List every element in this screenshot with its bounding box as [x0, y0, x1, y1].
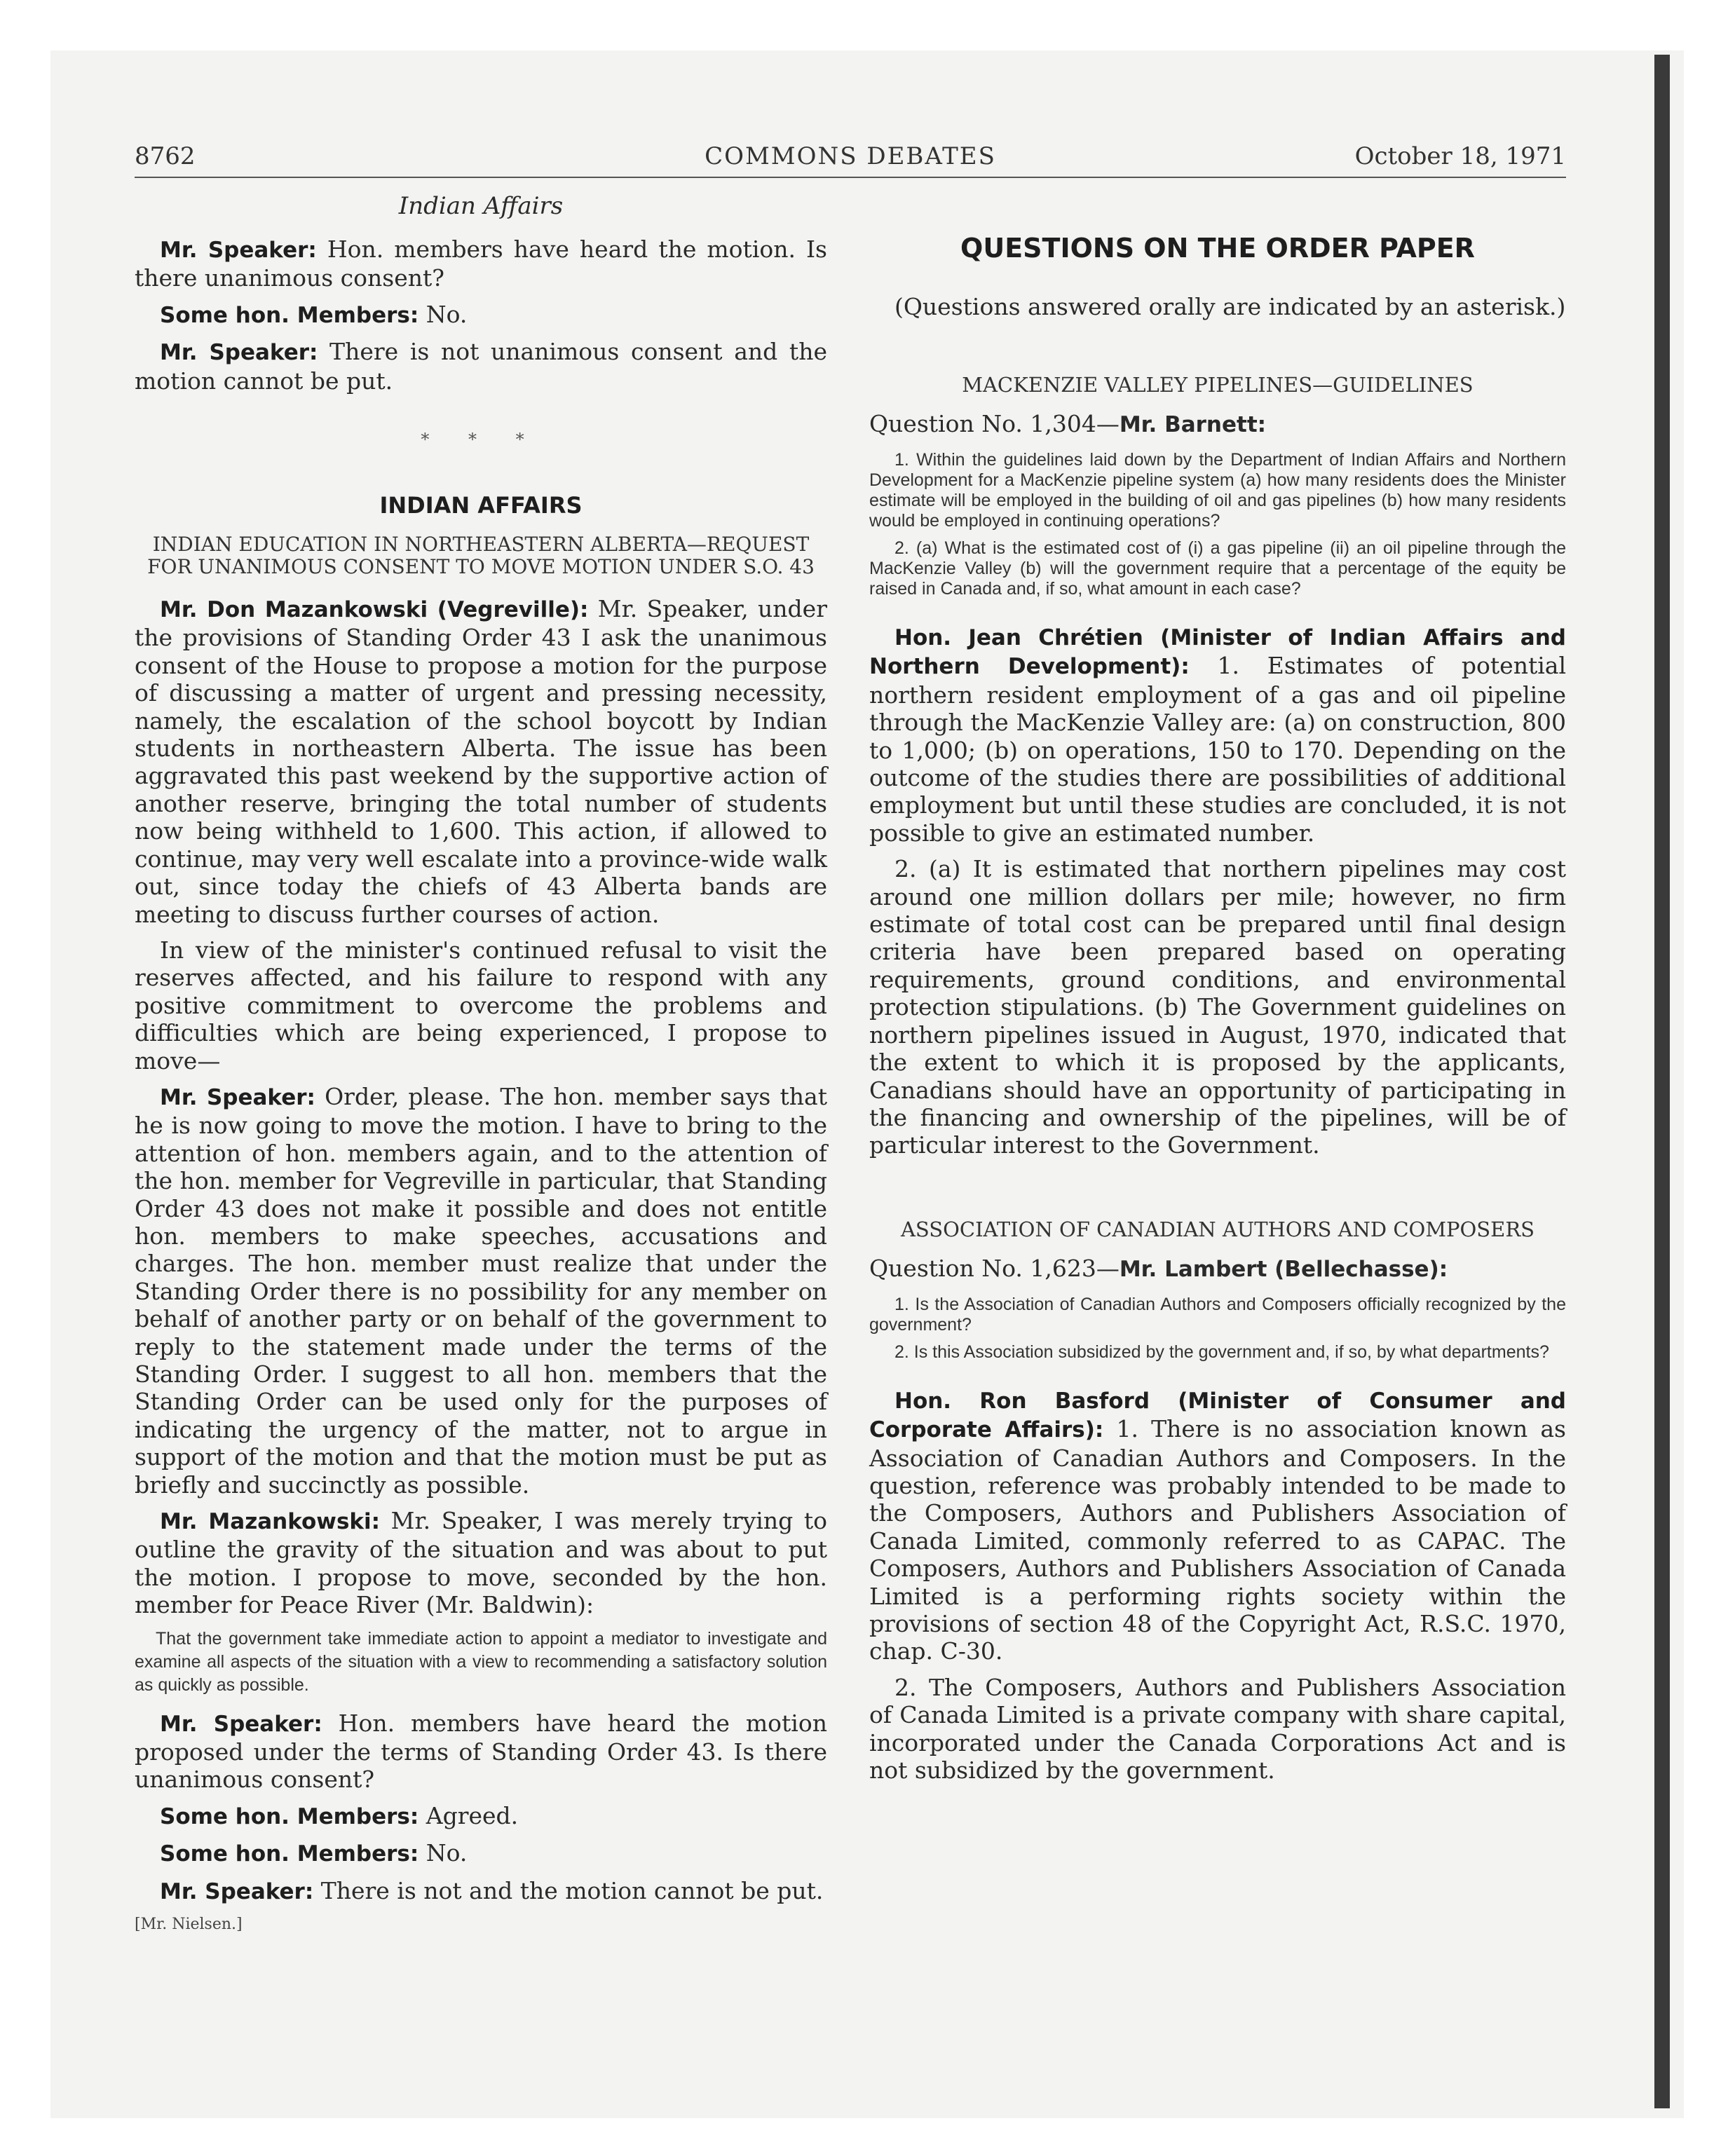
answer-paragraph: 2. (a) It is estimated that northern pipelines may cost around one million dollars per mile; however, no firm estimate of total cost can be prepared until final design criteria have been prepared based on operating requirements, ground conditions, and environmental protection stipulations. (b) The Government guidelines on northern pipelines issued in August, 1970, indicated that the extent to which it is proposed by the applicants, Canadians should have an opportunity of participating in the financing and ownership of the pipelines, will be of particular interest to the Government.: [869, 855, 1566, 1159]
question-no: Question No. 1,623—: [869, 1254, 1120, 1282]
left-column: [135, 188, 827, 1935]
answer-paragraph: [869, 623, 1566, 847]
right-column: [869, 188, 1566, 1792]
paragraph: [135, 1083, 827, 1499]
speech-text: Order, please. The hon. member says that he is now going to move the motion. I have to bring to the attention of hon. members again, and to the attention of the hon. member for Vegreville in particular, that Standing Order 43 does not make it possible and does not entitle hon. members to make speeches, accusations and charges. The hon. member must realize that under the Standing Order there is no possibility for any member on behalf of another party or on behalf of the government to reply to the statement made under the terms of the Standing Order. I suggest to all hon. members that the Standing Order can be used only for the purposes of indicating the urgency of the matter, not to argue in support of the motion and that the motion must be put as briefly and succinctly as possible.: [135, 1082, 827, 1499]
speaker-name: Hon. Jean Chrétien (Minister of Indian Affairs and Northern Development):: [869, 625, 1566, 680]
speaker-name: Mr. Speaker:: [160, 340, 318, 366]
question-number: [869, 410, 1566, 439]
paragraph: [135, 1507, 827, 1619]
scan-edge-bar: [1654, 55, 1670, 2108]
speech-text: Agreed.: [419, 1801, 519, 1829]
page-number: 8762: [135, 142, 196, 170]
section-separator: * * *: [421, 430, 541, 450]
question-item: 1. Is the Association of Canadian Authors and Composers officially recognized by the government?: [869, 1294, 1566, 1335]
speaker-name: Mr. Speaker:: [160, 1711, 322, 1737]
speaker-name: Mr. Speaker:: [160, 1878, 314, 1904]
speech-text: Hon. members have heard the motion proposed under the terms of Standing Order 43. Is there unanimous consent?: [135, 1709, 827, 1794]
speaker-name: Mr. Mazankowski:: [160, 1509, 381, 1535]
speech-text: Hon. members have heard the motion. Is there unanimous consent?: [135, 236, 827, 292]
main-section-title: QUESTIONS ON THE ORDER PAPER: [960, 233, 1475, 264]
speaker-name: Mr. Don Mazankowski (Vegreville):: [160, 597, 589, 623]
question-title: ASSOCIATION OF CANADIAN AUTHORS AND COMPOSERS: [900, 1217, 1535, 1241]
question-number: [869, 1255, 1566, 1283]
publication-title: COMMONS DEBATES: [705, 142, 996, 170]
question-asker: Mr. Lambert (Bellechasse):: [1119, 1256, 1448, 1282]
speech-text: Mr. Speaker, under the provisions of Standing Order 43 I ask the unanimous consent of the House to propose a motion for the purpose of discussing a matter of urgent and pressing necessity, namely, the escalation of the school boycott by Indian students in northeastern Alberta. The issue has been aggravated this past weekend by the supportive action of another reserve, bringing the total number of students now being withheld to 1,600. This action, if allowed to continue, may very well escalate into a province-wide walk out, since today the chiefs of 43 Alberta bands are meeting to discuss further courses of action.: [135, 595, 827, 928]
speech-text: Mr. Speaker, I was merely trying to outline the gravity of the situation and was about to put the motion. I propose to move, seconded by the hon. member for Peace River (Mr. Baldwin):: [135, 1507, 827, 1619]
order-paper-note: (Questions answered orally are indicated by an asterisk.): [894, 293, 1566, 320]
paragraph: [135, 1710, 827, 1794]
paragraph: [135, 1839, 827, 1868]
speech-text: No.: [419, 300, 468, 328]
answer-paragraph: 2. The Composers, Authors and Publishers Association of Canada Limited is a private company with share capital, incorporated under the Canada Corporations Act and is not subsidized by the government.: [869, 1673, 1566, 1784]
paragraph: [135, 595, 827, 928]
subsection-title: INDIAN EDUCATION IN NORTHEASTERN ALBERTA—REQUEST FOR UNANIMOUS CONSENT TO MOVE MOTION UNDER S.O. 43: [147, 533, 815, 579]
question-item: 2. (a) What is the estimated cost of (i) a gas pipeline (ii) an oil pipeline through the MacKenzie Valley (b) will the government require that a percentage of the equity be raised in Canada and, if so, what amount in each case?: [869, 538, 1566, 599]
page-header: [135, 140, 1566, 178]
publication-date: October 18, 1971: [1354, 142, 1566, 170]
answer-paragraph: [869, 1386, 1566, 1665]
paragraph: [135, 338, 827, 395]
speaker-name: Some hon. Members:: [160, 1803, 419, 1829]
speaker-name: Some hon. Members:: [160, 1841, 419, 1867]
speaker-name: Mr. Speaker:: [160, 1084, 315, 1110]
speech-text: No.: [419, 1839, 468, 1867]
speaker-name: Some hon. Members:: [160, 302, 419, 328]
question-item: 2. Is this Association subsidized by the government and, if so, by what departments?: [894, 1342, 1549, 1362]
speech-text: There is not and the motion cannot be put.: [313, 1876, 824, 1904]
question-asker: Mr. Barnett:: [1119, 412, 1267, 437]
question-title: MACKENZIE VALLEY PIPELINES—GUIDELINES: [962, 373, 1474, 397]
answer-text: 1. There is no association known as Association of Canadian Authors and Composers. In the question, reference was probably intended to be made to the Composers, Authors and Publishers Association of Canada Limited, commonly referred to as CAPAC. The Composers, Authors and Publishers Association of Canada Limited is a performing rights society within the provisions of section 48 of the Copyright Act, R.S.C. 1970, chap. C-30.: [869, 1415, 1566, 1665]
paragraph: In view of the minister's continued refusal to visit the reserves affected, and his failure to respond with any positive commitment to overcome the problems and difficulties which are being experienced, I propose to move—: [135, 936, 827, 1074]
running-head: Indian Affairs: [398, 192, 564, 220]
question-item: 1. Within the guidelines laid down by the Department of Indian Affairs and Northern Development for a MacKenzie pipeline system (a) how many residents does the Minister estimate will be employed in the building of oil and gas pipelines (b) how many residents would be employed in continuing operations?: [869, 450, 1566, 531]
speaker-attribution: [Mr. Nielsen.]: [135, 1916, 243, 1934]
paragraph: [135, 236, 827, 292]
paragraph: [135, 301, 827, 329]
paragraph: [135, 1802, 827, 1831]
speech-text: There is not unanimous consent and the motion cannot be put.: [135, 338, 827, 395]
answer-text: 1. Estimates of potential northern resident employment of a gas and oil pipeline through the MacKenzie Valley are: (a) on construction, 800 to 1,000; (b) on operations, 150 to 170. Depending on the outcome of the studies there are possibilities of additional employment but until these studies are concluded, it is not possible to give an estimated number.: [869, 652, 1567, 847]
section-title: INDIAN AFFAIRS: [379, 492, 583, 519]
question-no: Question No. 1,304—: [869, 410, 1120, 437]
paragraph: [135, 1877, 827, 1906]
speaker-name: Mr. Speaker:: [160, 238, 317, 263]
motion-quote: That the government take immediate action to appoint a mediator to investigate and examine all aspects of the situation with a view to recommending a satisfactory solution as quickly as possible.: [135, 1628, 827, 1695]
speaker-name: Hon. Ron Basford (Minister of Consumer and Corporate Affairs):: [869, 1388, 1566, 1443]
